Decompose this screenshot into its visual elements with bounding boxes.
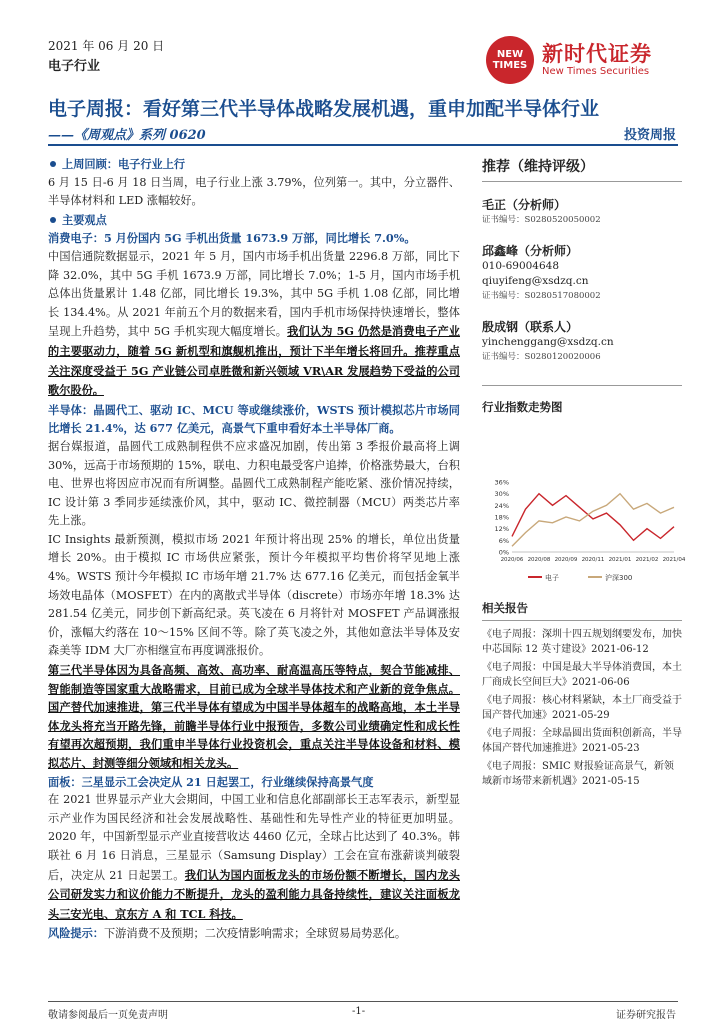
rating: 推荐（维持评级）: [482, 159, 594, 175]
report-title: 电子周报：看好第三代半导体战略发展机遇，重申加配半导体行业: [48, 98, 600, 120]
y-tick-label: 30%: [494, 490, 509, 499]
logo-en-name: New Times Securities: [542, 66, 650, 77]
report-date: 2021 年 06 月 20 日: [48, 39, 165, 53]
company-logo: [486, 34, 686, 86]
semi-text-2: IC Insights 最新预测，模拟市场 2021 年预计将出现 25% 的增长，单位出货量增长 20%。由于模拟 IC 市场供应紧张，预计今年模拟平均售价将罕见地上涨 4%。WSTS 预计今年模拟 IC 市场年增 21.7% 达 677.16 亿美元，而包括金氧半场效电晶体（MOSFET）在内的离散式半导体（discrete）市场亦年增 18.3% 达 281.54 亿美元，同步创下新高纪录。英飞凌在 6 月将针对 MOSFET 产品调涨报价，涨幅大约落在 10～15% 区间不等。除了英飞凌之外，其他如意法半导体及安森美等 IDM 大厂亦相继宣布再度调涨报价。: [48, 532, 460, 658]
sidebar-divider: [482, 181, 682, 182]
sidebar-divider: [482, 385, 682, 386]
y-tick-label: 18%: [494, 513, 509, 522]
panel-paragraph: [48, 791, 460, 924]
title-divider: [48, 144, 678, 146]
report-item[interactable]: 《电子周报：中国是最大半导体消费国，本土厂商成长空间巨大》2021-06-06: [482, 662, 682, 688]
footer-divider: [48, 1001, 678, 1002]
review-text: 6 月 15 日-6 月 18 日当周，电子行业上涨 3.79%，位列第一。其中，分立器件、半导体材料和 LED 涨幅较好。: [48, 175, 460, 208]
x-tick-label: 2021/01: [608, 557, 632, 563]
analyst-cert: 证书编号：S0280517080002: [482, 291, 601, 301]
legend-label: 沪深300: [605, 574, 633, 582]
semi-text-1: 据台媒报道，晶圆代工成熟制程供不应求盛况加剧，传出第 3 季报价最高将上调 30%，远高于市场预期的 15%，联电、力积电最受客户追捧，价格涨势最大，台积电、世界也将因应市况而有所调整。晶圆代工成熟制程产能吃紧、涨价情况持续，IC 设计第 3 季同步延续涨价风，其中，驱动 IC、微控制器（MCU）两类芯片率先上涨。: [48, 439, 460, 528]
panel-heading: 面板：三星显示工会决定从 21 日起罢工，行业继续保持高景气度: [48, 774, 374, 789]
report-type: 投资周报: [623, 128, 676, 143]
analyst-name: 殷成钢（联系人）: [482, 320, 579, 334]
analyst-email[interactable]: yinchenggang@xsdzq.cn: [482, 336, 614, 348]
series-line-电子: [512, 494, 674, 541]
logo-cn-name: 新时代证券: [542, 42, 652, 66]
sidebar: [482, 160, 682, 415]
report-item[interactable]: 《电子周报：SMIC 财报验证高景气，新领域新市场带来新机遇》2021-05-15: [482, 761, 674, 787]
analyst-phone: 010-69004648: [482, 260, 560, 272]
related-reports: [482, 601, 682, 792]
logo-mark: NEW TIMES: [486, 36, 534, 84]
x-tick-label: 2020/06: [500, 557, 524, 563]
series-line-沪深300: [512, 494, 674, 547]
views-heading: 主要观点: [48, 211, 460, 230]
y-tick-label: 36%: [494, 478, 509, 487]
analyst-name: 毛正（分析师）: [482, 198, 567, 212]
panel-conclusion: 我们认为国内面板龙头的市场份额不断增长，国内龙头公司研发实力和议价能力不断提升，龙头的盈利能力具备持续性，建议关注面板龙头三安光电、京东方 A 和 TCL 科技。: [48, 867, 460, 921]
main-content: [48, 155, 460, 944]
review-heading: 上周回顾：电子行业上行: [48, 155, 460, 174]
analyst-list: [482, 198, 682, 365]
consumer-text: 中国信通院数据显示，2021 年 5 月，国内市场手机出货量 2296.8 万部，同比下降 32.0%，其中 5G 手机 1673.9 万部，同比增长 7.0%；1-5 月，国内市场手机总体出货量累计 1.48 亿部，同比增长 19.3%，其中 5G 手机 1.08 亿部，同比增长 134.4%。从 2021 年前五个月的数据来看，国内手机市场保持快速增长，整体呈现上升趋势，其中 5G 手机实现大幅度增长。: [48, 249, 460, 339]
analyst-block: [482, 244, 682, 304]
reports-heading: 相关报告: [482, 601, 528, 615]
y-tick-label: 24%: [494, 501, 509, 510]
x-tick-label: 2021/04: [662, 557, 686, 563]
semi-heading: 半导体：晶圆代工、驱动 IC、MCU 等或继续涨价，WSTS 预计模拟芯片市场同比增长 21.4%，达 677 亿美元，高景气下重申看好本土半导体厂商。: [48, 402, 460, 436]
y-tick-label: 6%: [498, 536, 509, 545]
panel-text: 在 2021 世界显示产业大会期间，中国工业和信息化部副部长王志军表示，新型显示产业作为国民经济和社会发展战略性、基础性和先导性产业的特征更加明显。2020 年，中国新型显示产业直接营收达 4460 亿元，全球占比达到了 40.3%。韩联社 6 月 16 日消息，三星显示（Samsung Display）工会在宣布涨薪谈判破裂后，决定从 21 日起罢工。: [48, 793, 460, 882]
analyst-block: [482, 198, 682, 228]
risk-warning: [48, 924, 460, 944]
footer-disclaimer: 敬请参阅最后一页免责声明: [48, 1010, 168, 1021]
analyst-email[interactable]: qiuyifeng@xsdzq.cn: [482, 275, 589, 287]
analyst-block: [482, 320, 682, 365]
index-trend-chart: [482, 476, 686, 586]
semi-conclusion: 第三代半导体因为具备高频、高效、高功率、耐高温高压等特点，契合节能减排、智能制造等国家重大战略需求，目前已成为全球半导体技术和产业新的竞争焦点。国产替代加速推进，第三代半导体有望成为中国半导体超车的战略高地，本土半导体龙头将充当开路先锋，前瞻半导体行业中报预告，多数公司业绩确定性和成长性有望再次超预期，我们重申半导体行业投资机会，重点关注半导体设备和材料、模拟芯片、封测等细分领域和相关龙头。: [48, 663, 460, 770]
consumer-heading: 消费电子：5 月份国内 5G 手机出货量 1673.9 万部，同比增长 7.0%。: [48, 231, 416, 246]
reports-divider: [482, 620, 682, 621]
analyst-name: 邱鑫峰（分析师）: [482, 244, 579, 258]
consumer-paragraph: [48, 248, 460, 401]
risk-text: 下游消费不及预期；二次疫情影响需求；全球贸易局势恶化。: [103, 927, 407, 941]
x-tick-label: 2020/08: [527, 557, 551, 563]
analyst-cert: 证书编号：S0280120020006: [482, 352, 601, 362]
x-tick-label: 2020/11: [581, 557, 605, 563]
page-number: -1-: [352, 1006, 366, 1017]
report-item[interactable]: 《电子周报：核心材料紧缺，本土厂商受益于国产替代加速》2021-05-29: [482, 695, 682, 721]
x-tick-label: 2021/02: [635, 557, 659, 563]
consumer-conclusion: 我们认为 5G 仍然是消费电子产业的主要驱动力，随着 5G 新机型和旗舰机推出，预计下半年增长将回升。推荐重点关注深度受益于 5G 产业链公司卓胜微和新兴领域 VR\AR 发展趋势下受益的公司歌尔股份。: [48, 324, 460, 398]
report-item[interactable]: 《电子周报：深圳十四五规划纲要发布，加快中芯国际 12 英寸建设》2021-06-12: [482, 629, 682, 655]
analyst-cert: 证书编号：S0280520050002: [482, 215, 601, 225]
report-item[interactable]: 《电子周报：全球晶圆出货面积创新高，半导体国产替代加速推进》2021-05-23: [482, 728, 682, 754]
risk-label: 风险提示：: [48, 926, 104, 941]
legend-label: 电子: [545, 574, 559, 582]
report-subtitle: ——《周观点》系列 0620: [48, 128, 206, 143]
y-tick-label: 12%: [494, 525, 509, 534]
chart-heading: 行业指数走势图: [482, 400, 563, 414]
y-tick-label: 0%: [498, 548, 509, 557]
footer-firm: 证券研究报告: [616, 1010, 676, 1021]
x-tick-label: 2020/09: [554, 557, 578, 563]
industry-label: 电子行业: [48, 59, 101, 74]
